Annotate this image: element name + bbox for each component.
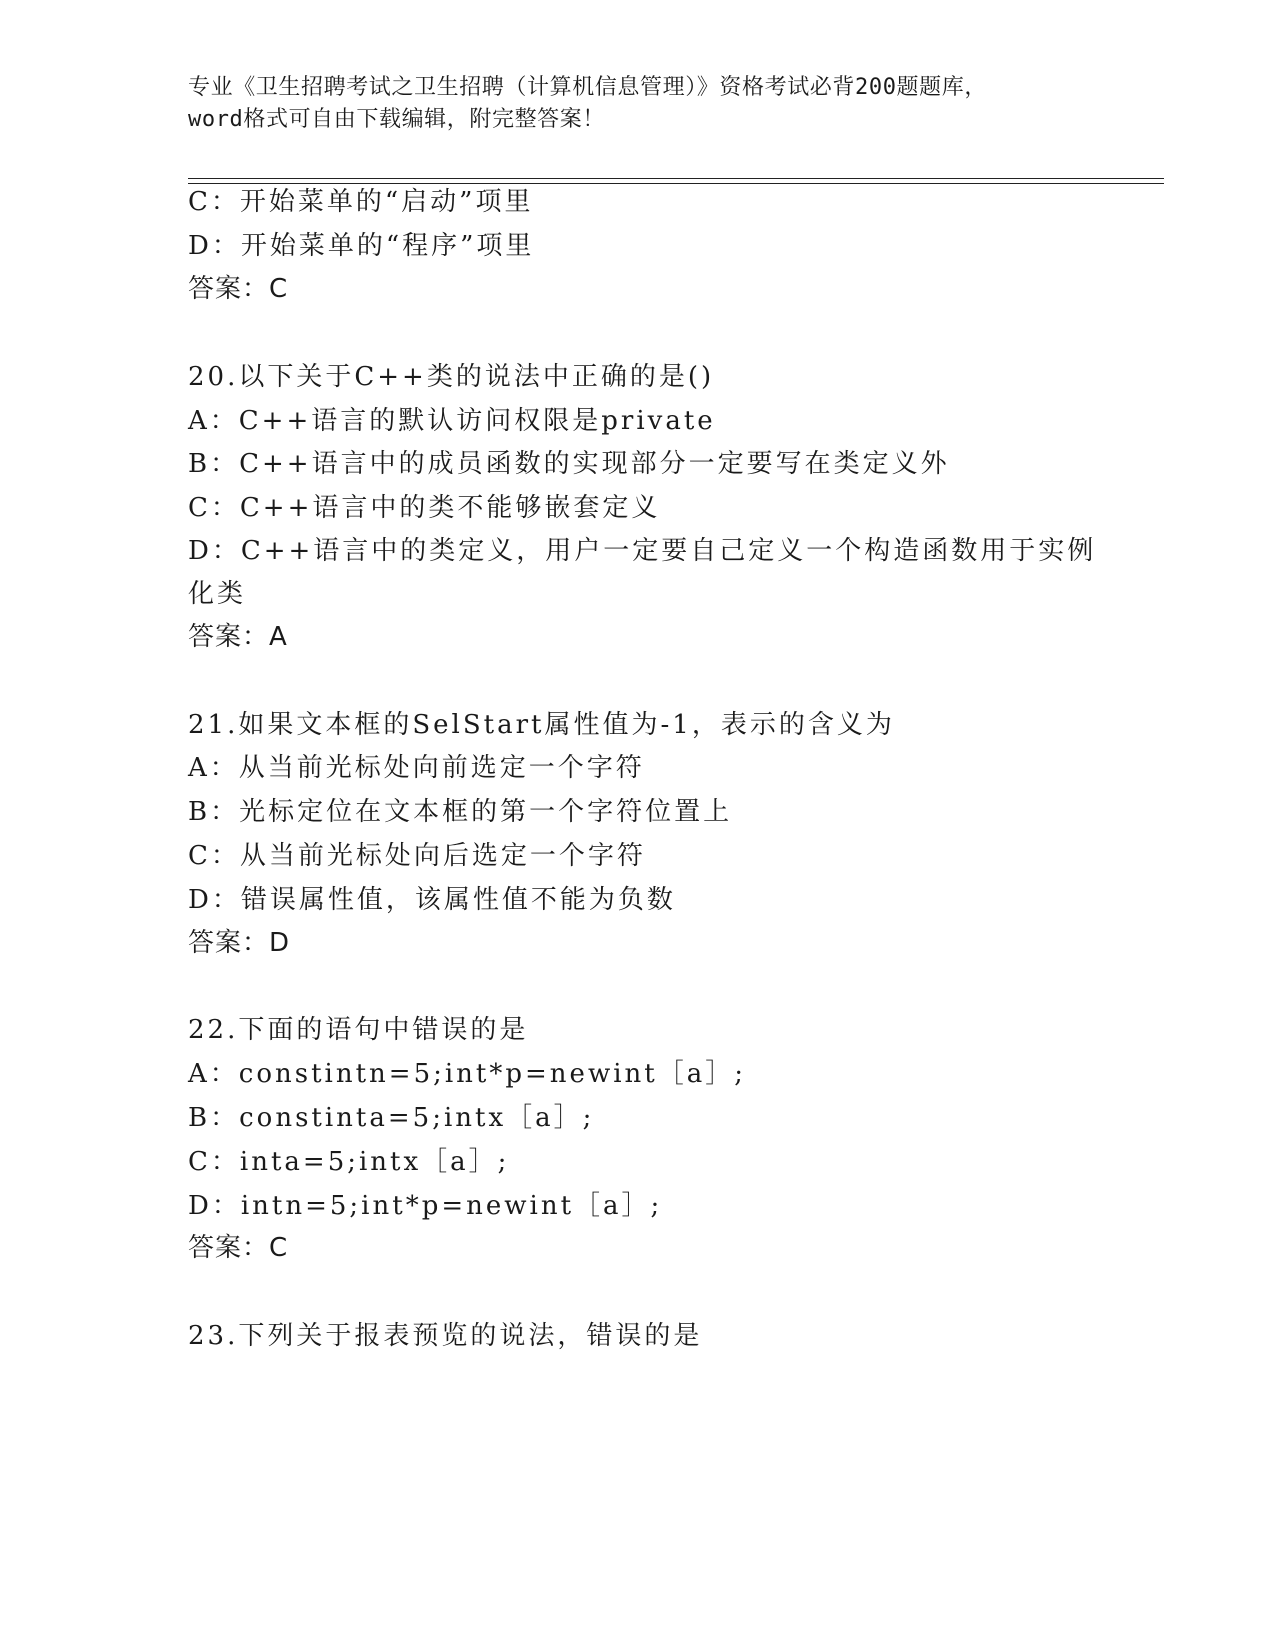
q20-option-a: A：C++语言的默认访问权限是private	[188, 406, 716, 436]
q20-option-d-line2: 化类	[188, 579, 247, 609]
header-divider-bottom	[188, 183, 1164, 184]
header-divider-top	[188, 178, 1164, 179]
q22-option-c: C：inta=5;intx［a］;	[188, 1147, 510, 1177]
q21-option-a: A：从当前光标处向前选定一个字符	[188, 753, 645, 783]
q20-option-b: B：C++语言中的成员函数的实现部分一定要写在类定义外	[188, 449, 950, 479]
q21-question: 21.如果文本框的SelStart属性值为-1，表示的含义为	[188, 710, 895, 740]
q21-option-b: B：光标定位在文本框的第一个字符位置上	[188, 797, 733, 827]
q22-option-b: B：constinta=5;intx［a］;	[188, 1103, 595, 1133]
q21-answer: 答案：D	[188, 928, 291, 958]
q21-option-d: D：错误属性值，该属性值不能为负数	[188, 885, 676, 915]
q22-option-a: A：constintn=5;int*p=newint［a］;	[188, 1059, 746, 1089]
header-title-line2: word格式可自由下载编辑，附完整答案！	[188, 107, 605, 132]
q20-answer: 答案：A	[188, 622, 288, 652]
q19-answer: 答案：C	[188, 274, 289, 304]
header-title-line1: 专业《卫生招聘考试之卫生招聘（计算机信息管理）》资格考试必背200题题库，	[188, 75, 987, 100]
document-header	[188, 72, 1088, 136]
q22-option-d: D：intn=5;int*p=newint［a］;	[188, 1191, 663, 1221]
q23-question: 23.下列关于报表预览的说法，错误的是	[188, 1321, 703, 1351]
q20-option-c: C：C++语言中的类不能够嵌套定义	[188, 493, 661, 523]
q21-option-c: C：从当前光标处向后选定一个字符	[188, 841, 646, 871]
q19-option-d: D：开始菜单的“程序”项里	[188, 231, 535, 261]
q19-option-c: C：开始菜单的“启动”项里	[188, 187, 534, 217]
q20-option-d-line1: D：C++语言中的类定义，用户一定要自己定义一个构造函数用于实例	[188, 536, 1097, 566]
q22-question: 22.下面的语句中错误的是	[188, 1015, 529, 1045]
q22-answer: 答案：C	[188, 1233, 289, 1263]
q20-question: 20.以下关于C++类的说法中正确的是()	[188, 362, 715, 392]
